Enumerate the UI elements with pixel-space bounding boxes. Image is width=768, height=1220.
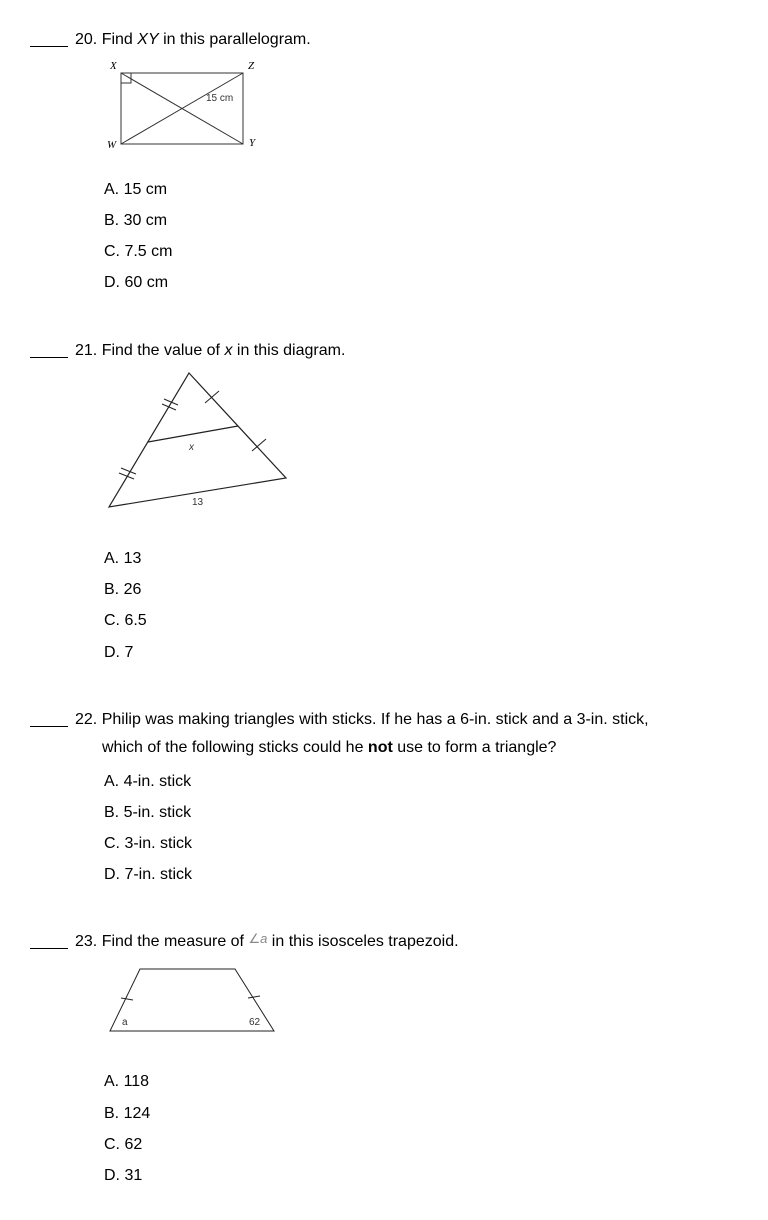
answer-blank-22[interactable]: [30, 726, 68, 727]
question-number: 20.: [75, 31, 98, 48]
question-text: use to form a triangle?: [392, 739, 557, 756]
answer-blank-21[interactable]: [30, 357, 68, 358]
choice-21-a[interactable]: A. 13: [104, 550, 142, 567]
question-variable: x: [224, 342, 233, 359]
midsegment-line: [148, 426, 238, 442]
choice-21-d[interactable]: D. 7: [104, 644, 134, 661]
question-22-text-line2: [102, 738, 556, 758]
question-number: 23.: [75, 933, 98, 950]
base-label: 13: [192, 497, 204, 508]
question-22-text-line1: [75, 710, 649, 730]
angle-icon: ∠: [248, 931, 261, 946]
question-23-text: [75, 932, 459, 952]
choice-20-b[interactable]: B. 30 cm: [104, 212, 168, 229]
choice-20-a[interactable]: A. 15 cm: [104, 181, 168, 198]
segment-measure-label: 15 cm: [206, 93, 234, 104]
vertex-label-w: W: [107, 139, 117, 151]
question-text: in this diagram.: [232, 342, 346, 359]
answer-blank-20[interactable]: [30, 46, 68, 47]
trapezoid-figure: [100, 960, 290, 1040]
question-number: 22.: [75, 711, 98, 728]
question-20-text: [75, 30, 311, 50]
tick-mark: [121, 998, 133, 1000]
vertex-label-x: X: [110, 60, 117, 72]
triangle-shape: [109, 373, 286, 507]
rectangle-figure: [100, 56, 270, 156]
midsegment-label-x: x: [189, 442, 194, 453]
angle-label-a: a: [122, 1017, 128, 1028]
choice-20-c[interactable]: C. 7.5 cm: [104, 243, 173, 260]
choice-23-a[interactable]: A. 118: [104, 1073, 150, 1090]
choice-23-d[interactable]: D. 31: [104, 1167, 143, 1184]
vertex-label-z: Z: [248, 60, 255, 72]
question-text: Find the value of: [101, 342, 225, 359]
question-text: Find the measure of: [101, 933, 249, 950]
tick-mark: [162, 404, 176, 410]
choice-22-b[interactable]: B. 5-in. stick: [104, 804, 192, 821]
question-text: Find: [101, 31, 138, 48]
question-variable: XY: [137, 31, 159, 48]
answer-blank-23[interactable]: [30, 948, 68, 949]
question-21-text: [75, 341, 345, 361]
question-text: in this parallelogram.: [158, 31, 311, 48]
choice-21-c[interactable]: C. 6.5: [104, 612, 147, 629]
question-text: in this isosceles trapezoid.: [267, 933, 459, 950]
angle-label-62: 62: [249, 1017, 261, 1028]
choice-21-b[interactable]: B. 26: [104, 581, 142, 598]
choice-23-b[interactable]: B. 124: [104, 1105, 151, 1122]
choice-23-c[interactable]: C. 62: [104, 1136, 143, 1153]
question-text: Philip was making triangles with sticks. If he has a 6-in. stick and a 3-in. stick,: [101, 711, 649, 728]
choice-22-a[interactable]: A. 4-in. stick: [104, 773, 192, 790]
question-emphasis: not: [367, 739, 393, 756]
question-number: 21.: [75, 342, 98, 359]
angle-variable: a: [260, 931, 268, 946]
choice-22-d[interactable]: D. 7-in. stick: [104, 866, 193, 883]
tick-mark: [121, 468, 136, 474]
choice-20-d[interactable]: D. 60 cm: [104, 274, 169, 291]
vertex-label-y: Y: [249, 137, 256, 149]
question-text: which of the following sticks could he: [102, 739, 368, 756]
triangle-midsegment-figure: [100, 365, 300, 515]
tick-mark: [248, 996, 260, 998]
choice-22-c[interactable]: C. 3-in. stick: [104, 835, 193, 852]
